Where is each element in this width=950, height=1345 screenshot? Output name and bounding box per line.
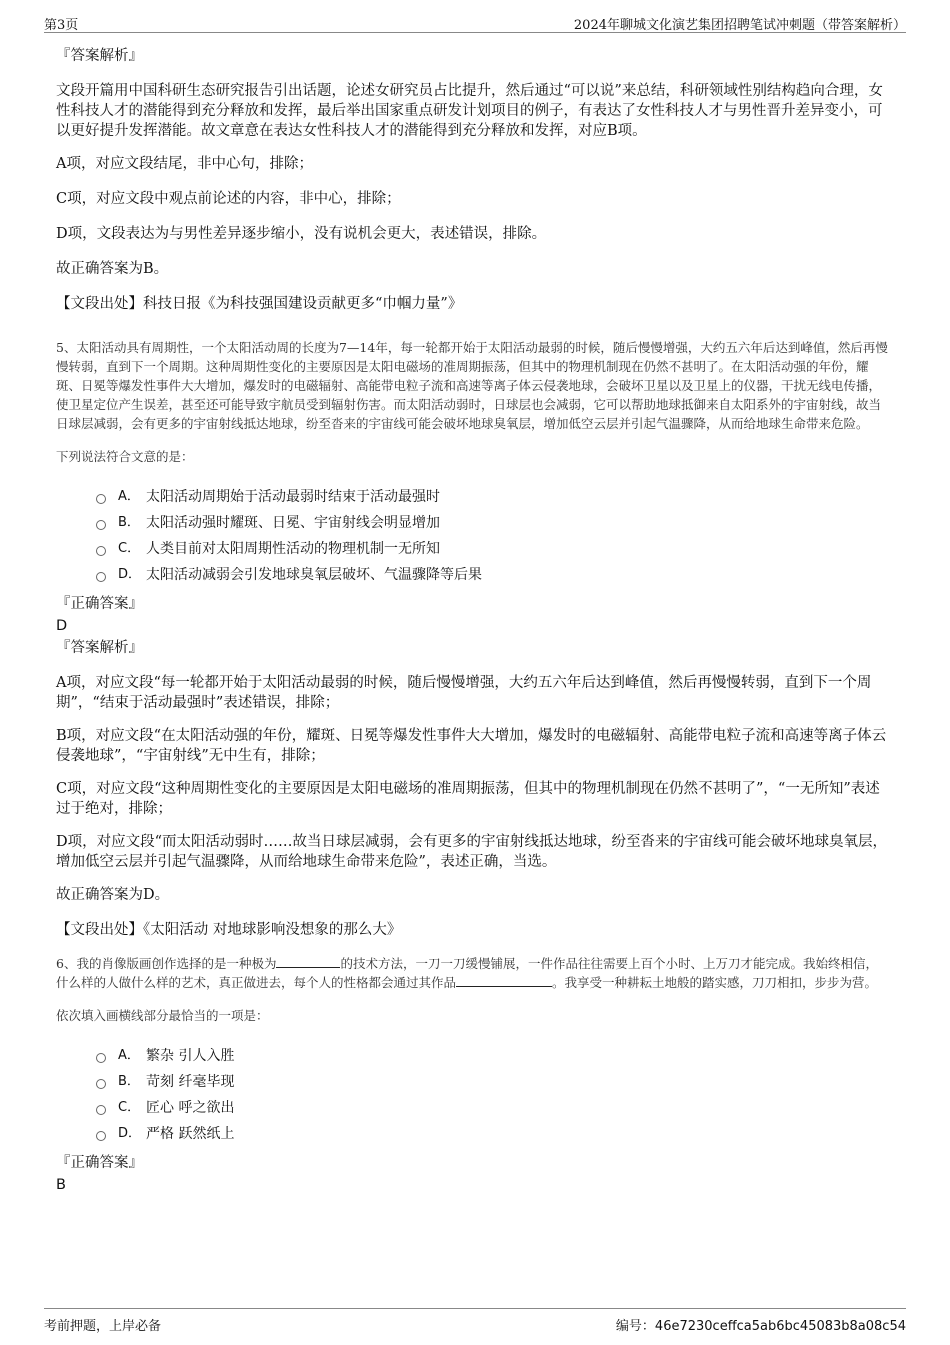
option-text: 太阳活动减弱会引发地球臭氧层破坏、气温骤降等后果	[146, 567, 482, 583]
q5-options	[96, 484, 890, 588]
option-text: 严格 跃然纸上	[146, 1126, 235, 1142]
q5-answer-heading: 『正确答案』	[56, 596, 143, 612]
q6-option-b[interactable]	[96, 1069, 890, 1095]
option-letter: B．	[118, 515, 140, 530]
page-header	[44, 10, 906, 33]
q5-answer: D	[56, 618, 68, 634]
blank-1	[276, 955, 340, 968]
q5-option-d[interactable]	[96, 562, 890, 588]
q5-analysis-b: B项，对应文段“在太阳活动强的年份，耀斑、日冕等爆发性事件大大增加，爆发时的电磁辐射、高能带电粒子流和高速等离子体云侵袭地球”，“宇宙射线”无中生有，排除；	[56, 728, 887, 764]
page-footer	[44, 1308, 906, 1333]
option-letter: C．	[118, 541, 141, 556]
q4-analysis-heading: 『答案解析』	[56, 48, 143, 64]
q5-analysis-c: C项，对应文段“这种周期性变化的主要原因是太阳电磁场的准周期振荡，但其中的物理机制现在仍然不甚明了”，“一无所知”表述过于绝对，排除；	[56, 781, 880, 817]
option-letter: B．	[118, 1074, 140, 1089]
page-number: 第3页	[44, 18, 79, 33]
q5-analysis-heading: 『答案解析』	[56, 640, 143, 656]
option-text: 太阳活动周期始于活动最弱时结束于活动最强时	[146, 489, 440, 505]
radio-icon[interactable]	[96, 1131, 106, 1141]
q6-option-c[interactable]	[96, 1095, 890, 1121]
footer-code: 编号：46e7230ceffca5ab6bc45083b8a08c54	[615, 1319, 906, 1334]
footer-slogan: 考前押题，上岸必备	[44, 1319, 162, 1334]
radio-icon[interactable]	[96, 1079, 106, 1089]
q6-option-a[interactable]	[96, 1043, 890, 1069]
option-text: 苛刻 纤毫毕现	[146, 1074, 235, 1090]
option-letter: A．	[118, 1048, 140, 1063]
q5-analysis-d: D项，对应文段“而太阳活动弱时……故当日球层减弱，会有更多的宇宙射线抵达地球，纷至沓来的宇宙线可能会破坏地球臭氧层，增加低空云层并引起气温骤降，从而给地球生命带来危险”，表述正确，当选。	[56, 834, 888, 870]
q6-options	[96, 1043, 890, 1147]
q4-source: 【文段出处】科技日报《为科技强国建设贡献更多“巾帼力量”》	[56, 296, 463, 312]
q4-analysis-a: A项，对应文段结尾，非中心句，排除；	[56, 156, 313, 172]
document-title: 2024年聊城文化演艺集团招聘笔试冲刺题（带答案解析）	[573, 18, 906, 33]
option-text: 人类目前对太阳周期性活动的物理机制一无所知	[146, 541, 440, 557]
q5-stem: 5、太阳活动具有周期性，一个太阳活动周的长度为7—14年，每一轮都开始于太阳活动最弱的时候，随后慢慢增强，大约五六年后达到峰值，然后再慢慢转弱，直到下一个周期。这种周期性变化的主要原因是太阳电磁场的准周期振荡，但其中的物理机制现在仍然不甚明了。在太阳活动强的年份，耀斑、日冕等爆发性事件大大增加，爆发时的电磁辐射、高能带电粒子流和高速等离子体云侵袭地球，会破坏卫星以及卫星上的仪器，干扰无线电传播，使卫星定位产生误差，甚至还可能导致宇航员受到辐射伤害。而太阳活动弱时，日球层也会减弱，它可以帮助地球抵御来自太阳系外的宇宙射线，故当日球层减弱，会有更多的宇宙射线抵达地球，纷至沓来的宇宙线可能会破坏地球臭氧层，增加低空云层并引起气温骤降，从而给地球生命带来危险。	[56, 340, 888, 431]
q6-prompt: 依次填入画横线部分最恰当的一项是：	[56, 1008, 269, 1023]
q4-conclusion: 故正确答案为B。	[56, 261, 169, 277]
radio-icon[interactable]	[96, 1053, 106, 1063]
option-text: 繁杂 引人入胜	[146, 1048, 235, 1064]
q4-analysis-para: 文段开篇用中国科研生态研究报告引出话题，论述女研究员占比提升，然后通过“可以说”来总结，科研领域性别结构趋向合理，女性科技人才的潜能得到充分释放和发挥，最后举出国家重点研发计划项目的例子，有表达了女性科技人才与男性晋升差异变小，可以更好提升发挥潜能。故文章意在表达女性科技人才的潜能得到充分释放和发挥，对应B项。	[56, 83, 883, 139]
q5-conclusion: 故正确答案为D。	[56, 887, 170, 903]
q6-stem-part2: 的技术方法，一刀一刀缓慢铺展，一件作品往往需要上百个小时、上万刀才能完成。我始终相信，什么样的人做什么样的艺术，真正做进去，每个人的性格都会通过其作品	[56, 956, 878, 990]
q6-answer-heading: 『正确答案』	[56, 1155, 143, 1171]
radio-icon[interactable]	[96, 546, 106, 556]
q6-stem-part3: 。我享受一种耕耘土地般的踏实感，刀刀相扣，步步为营。	[552, 975, 878, 990]
radio-icon[interactable]	[96, 572, 106, 582]
q6-stem-part1: 6、我的肖像版画创作选择的是一种极为	[56, 956, 277, 971]
option-text: 匠心 呼之欲出	[146, 1100, 235, 1116]
blank-2	[456, 974, 552, 987]
option-letter: C．	[118, 1100, 141, 1115]
q5-option-a[interactable]	[96, 484, 890, 510]
q5-option-c[interactable]	[96, 536, 890, 562]
option-letter: A．	[118, 489, 140, 504]
option-letter: D．	[118, 567, 142, 582]
q5-prompt: 下列说法符合文意的是：	[56, 449, 194, 464]
q4-analysis-d: D项，文段表达为与男性差异逐步缩小，没有说机会更大，表述错误，排除。	[56, 226, 547, 242]
radio-icon[interactable]	[96, 520, 106, 530]
q5-analysis-a: A项，对应文段“每一轮都开始于太阳活动最弱的时候，随后慢慢增强，大约五六年后达到峰值，然后再慢慢转弱，直到下一个周期”，“结束于活动最强时”表述错误，排除；	[56, 675, 872, 711]
radio-icon[interactable]	[96, 494, 106, 504]
radio-icon[interactable]	[96, 1105, 106, 1115]
option-letter: D．	[118, 1126, 142, 1141]
option-text: 太阳活动强时耀斑、日冕、宇宙射线会明显增加	[146, 515, 440, 531]
q5-source: 【文段出处】《太阳活动 对地球影响没想象的那么大》	[56, 922, 402, 938]
q5-option-b[interactable]	[96, 510, 890, 536]
q6-stem	[56, 954, 890, 992]
page-content	[56, 46, 890, 1197]
q6-option-d[interactable]	[96, 1121, 890, 1147]
q4-analysis-c: C项，对应文段中观点前论述的内容，非中心，排除；	[56, 191, 401, 207]
q6-answer: B	[56, 1177, 66, 1193]
